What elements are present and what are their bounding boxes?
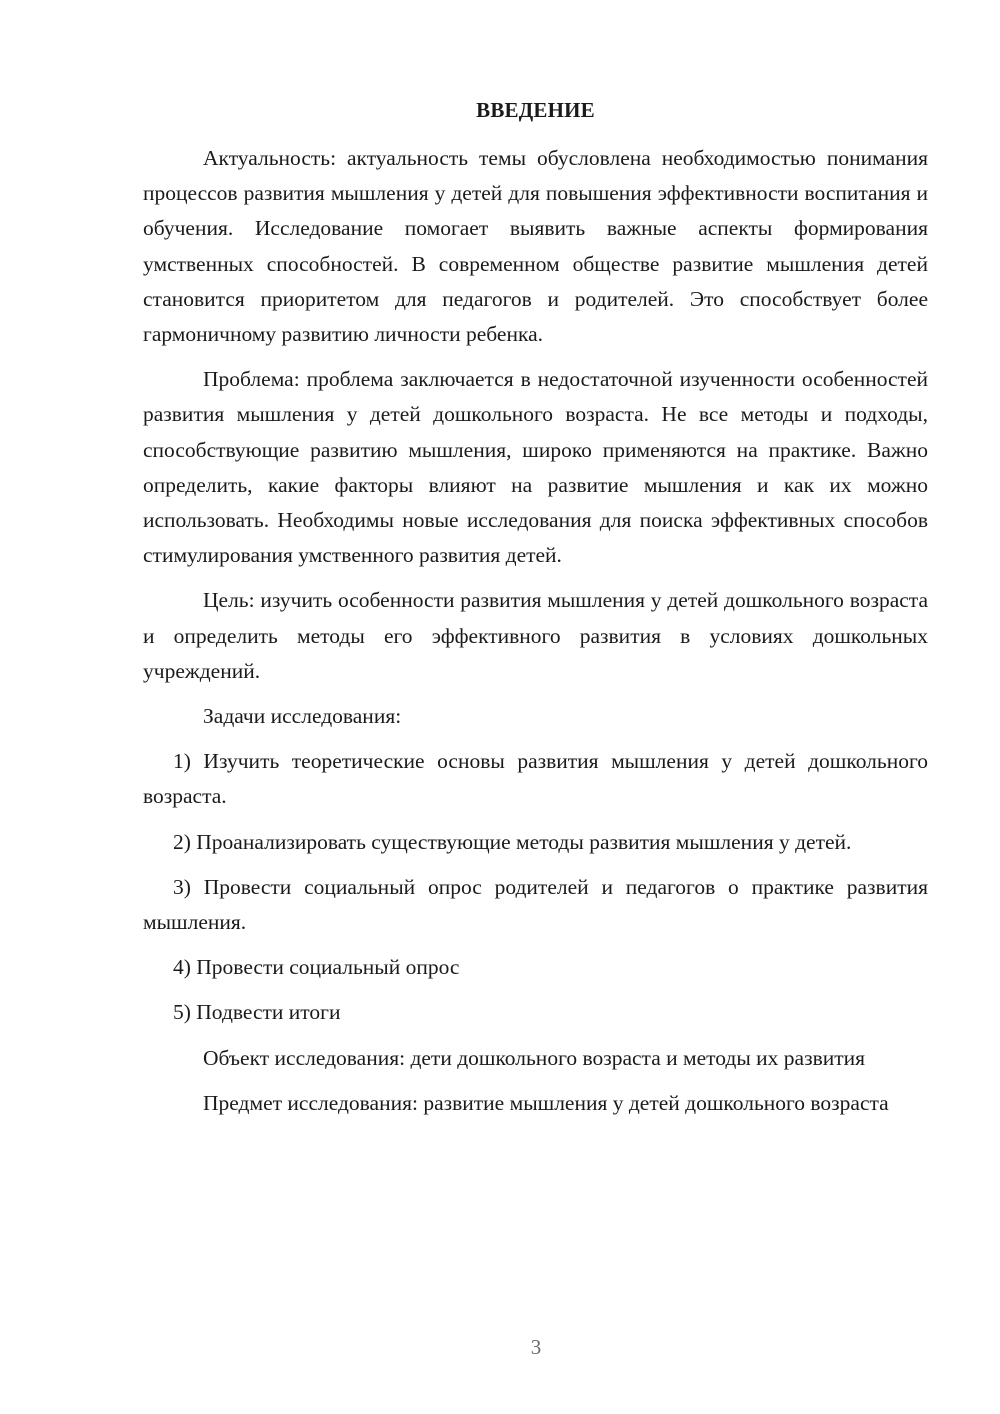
tasks-heading: Задачи исследования:: [203, 704, 402, 729]
task-item-1: 1) Изучить теоретические основы развития мышления у детей дошкольного возраста.: [143, 749, 928, 809]
relevance-paragraph: Актуальность: актуальность темы обусловлена необходимостью понимания процессов развития мышления у детей для повышения эффективности воспитания и обучения. Исследование помогает выявить важные аспекты формирования умственных способностей. В современном обществе развитие мышления детей становится приоритетом для педагогов и родителей. Это способствует более гармоничному развитию личности ребенка.: [143, 146, 928, 347]
object-paragraph: Объект исследования: дети дошкольного возраста и методы их развития: [203, 1045, 866, 1070]
task-item-3: 3) Провести социальный опрос родителей и педагогов о практике развития мышления.: [143, 874, 928, 935]
page-number: 3: [530, 1335, 542, 1359]
goal-paragraph: Цель: изучить особенности развития мышления у детей дошкольного возраста и определить методы его эффективного развития в условиях дошкольных учреждений.: [143, 588, 928, 683]
task-item-2: 2) Проанализировать существующие методы развития мышления у детей.: [173, 829, 852, 854]
task-item-5: 5) Подвести итоги: [173, 1000, 341, 1025]
problem-paragraph: Проблема: проблема заключается в недостаточной изученности особенностей развития мышления у детей дошкольного возраста. Не все методы и подходы, способствующие развитию мышления, широко применяются на практике. Важно определить, какие факторы влияют на развитие мышления и как их можно использовать. Необходимы новые исследования для поиска эффективных способов стимулирования умственного развития детей.: [143, 367, 928, 568]
section-heading: ВВЕДЕНИЕ: [476, 98, 595, 122]
task-item-4: 4) Провести социальный опрос: [173, 955, 460, 980]
subject-paragraph: Предмет исследования: развитие мышления у детей дошкольного возраста: [203, 1090, 889, 1115]
page-content: [143, 93, 928, 1121]
